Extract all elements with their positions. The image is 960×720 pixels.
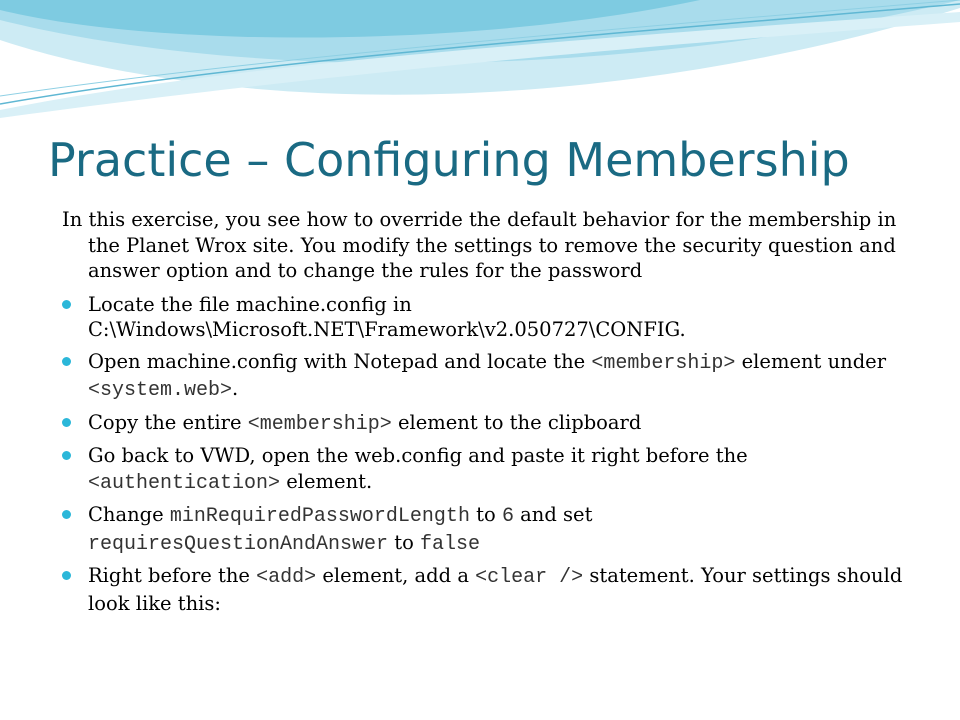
header-wave-decoration	[0, 0, 960, 130]
bullet-text: .	[232, 377, 239, 400]
bullet-list	[62, 292, 922, 617]
code-value-six: 6	[501, 505, 514, 528]
list-item	[62, 349, 922, 404]
bullet-text: Go back to VWD, open the web.config and paste it right before the	[88, 444, 748, 467]
code-authentication: <authentication>	[88, 471, 281, 495]
bullet-text: element.	[280, 469, 373, 493]
bullet-text: and set	[513, 503, 593, 526]
bullet-text: Copy the entire	[88, 410, 248, 434]
bullet-icon	[62, 451, 71, 460]
config-path: C:\Windows\Microsoft.NET\Framework\v2.050727\CONFIG.	[88, 318, 686, 341]
slide-body	[62, 207, 922, 622]
code-clear: <clear />	[475, 566, 584, 589]
code-membership: <membership>	[591, 351, 736, 375]
code-value-false: false	[420, 532, 481, 556]
code-add: <add>	[256, 566, 317, 589]
bullet-text: element to the clipboard	[391, 410, 642, 434]
code-membership: <membership>	[247, 412, 392, 436]
intro-paragraph: In this exercise, you see how to override the default behavior for the membership in the Planet Wrox site. You modify the settings to remove the security question and answer option and to change the rules for the password	[62, 208, 897, 282]
list-item	[62, 502, 922, 557]
bullet-text: statement. Your settings should look like this:	[88, 564, 903, 615]
bullet-icon	[62, 418, 71, 427]
list-item	[62, 410, 922, 438]
list-item	[62, 292, 922, 343]
page-title: Practice – Configuring Membership	[48, 133, 850, 187]
bullet-text: to	[388, 530, 421, 554]
bullet-icon	[62, 571, 71, 580]
bullet-text: element, add a	[316, 564, 476, 587]
bullet-text: element under	[735, 349, 887, 373]
bullet-text: Open machine.config with Notepad and locate the	[88, 349, 592, 373]
bullet-text: Locate the file machine.config in	[88, 292, 412, 316]
list-item	[62, 563, 922, 616]
bullet-text: Right before the	[88, 564, 257, 587]
bullet-icon	[62, 510, 71, 519]
bullet-text: to	[469, 503, 502, 526]
bullet-text: Change	[88, 503, 170, 526]
bullet-icon	[62, 300, 71, 309]
code-min-password-length: minRequiredPasswordLength	[169, 505, 470, 528]
list-item	[62, 443, 922, 496]
code-requires-question: requiresQuestionAndAnswer	[88, 532, 389, 556]
code-system-web: <system.web>	[88, 379, 233, 402]
bullet-icon	[62, 357, 71, 366]
